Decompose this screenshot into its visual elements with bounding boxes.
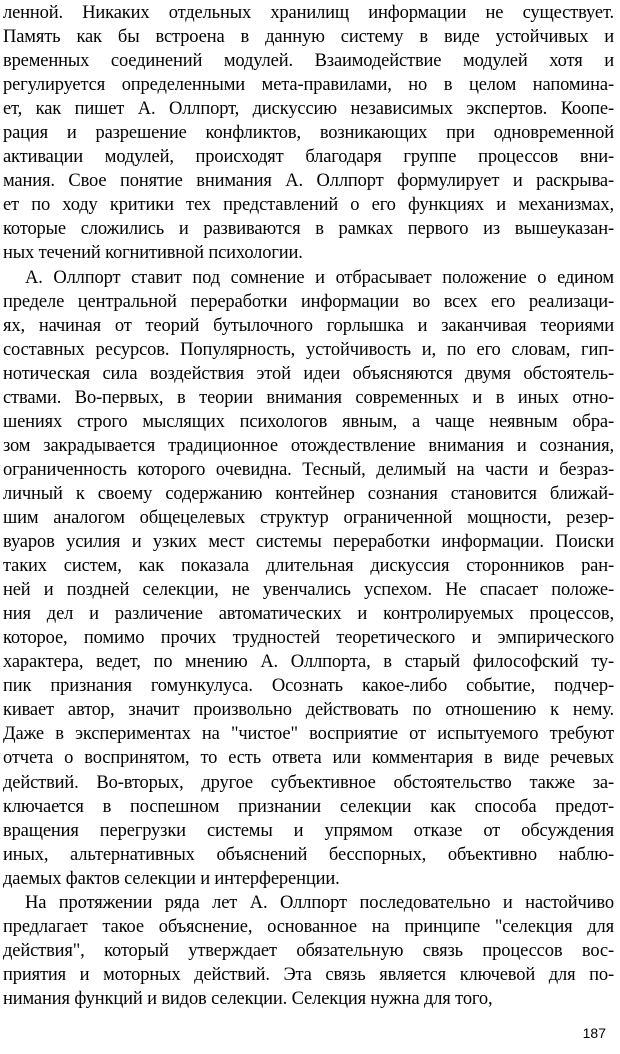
text-line: временных соединений модулей. Взаимодействие модулей хотя и [3, 51, 614, 72]
text-line: ствами. Во-первых, в теории внимания современных и в иных отно- [3, 387, 614, 408]
text-line: ленной. Никаких отдельных хранилищ информации не существует. [3, 3, 614, 23]
text-line: Даже в экспериментах на "чистое" восприятие от испытуемого требуют [3, 724, 614, 745]
text-line: кивает автор, значит произвольно действовать по отношению к нему. [3, 700, 614, 721]
paragraph [3, 266, 614, 891]
body-text [3, 1, 614, 1011]
text-line: вуаров усилия и узких мест системы переработки информации. Поиски [3, 532, 614, 553]
text-line: шениях строго мыслящих психологов явным, а чаще неявным обра- [3, 411, 614, 432]
text-line: Память как бы встроена в данную систему в виде устойчивых и [3, 27, 614, 48]
text-line: ограниченность которого очевидна. Тесный, делимый на части и безраз- [3, 459, 614, 480]
paragraph [3, 891, 614, 1011]
text-line: На протяжении ряда лет А. Оллпорт последовательно и настойчиво [25, 892, 614, 913]
text-line: ключается в поспешном признании селекции как способа предот- [3, 796, 614, 817]
text-line: мания. Свое понятие внимания А. Оллпорт формулирует и раскрыва- [3, 171, 614, 192]
text-line: шим аналогом общецелевых структур ограниченной мощности, резер- [3, 507, 614, 528]
text-line: ет, как пишет А. Оллпорт, дискуссию независимых экспертов. Коопе- [3, 99, 614, 120]
text-line: действия", который утверждает обязательную связь процессов вос- [3, 940, 614, 961]
text-line: нотическая сила воздействия этой идеи объясняются двумя обстоятель- [3, 363, 614, 384]
text-line: даемых фактов селекции и интерференции. [3, 868, 340, 889]
text-line: ях, начиная от теорий бутылочного горлышка и заканчивая теориями [3, 315, 614, 336]
text-line: иных, альтернативных объяснений бесспорных, объективно наблю- [3, 844, 614, 865]
text-line: пределе центральной переработки информации во всех его реализаци- [3, 291, 614, 312]
paragraph [3, 1, 614, 266]
text-line: ных течений когнитивной психологии. [3, 243, 303, 264]
text-line: действий. Во-вторых, другое субъективное обстоятельство также за- [3, 772, 614, 793]
text-line: отчета о воспринятом, то есть ответа или комментария в виде речевых [3, 748, 614, 769]
text-line: приятия и моторных действий. Эта связь является ключевой для по- [3, 964, 614, 985]
text-line: ней и поздней селекции, не увенчались успехом. Не спасает положе- [3, 580, 614, 601]
text-line: нимания функций и видов селекции. Селекция нужна для того, [3, 988, 493, 1009]
text-line: таких систем, как показала длительная дискуссия сторонников ран- [3, 556, 614, 577]
text-line: вращения перегрузки системы и упрямом отказе от обсуждения [3, 820, 614, 841]
text-line: которые сложились и развиваются в рамках первого из вышеуказан- [3, 219, 614, 240]
text-line: характера, ведет, по мнению А. Оллпорта, в старый философский ту- [3, 652, 614, 673]
text-line: составных ресурсов. Популярность, устойчивость и, по его словам, гип- [3, 339, 614, 360]
text-line: зом закрадывается традиционное отождествление внимания и сознания, [3, 435, 614, 456]
text-line: ет по ходу критики тех представлений о его функциях и механизмах, [3, 195, 614, 216]
page-number: 187 [582, 1025, 606, 1041]
text-line: пик признания гомункулуса. Осознать какое-либо событие, подчер- [3, 676, 614, 697]
text-line: активации модулей, происходят благодаря группе процессов вни- [3, 147, 614, 168]
text-line: рация и разрешение конфликтов, возникающих при одновременной [3, 123, 614, 144]
text-line: регулируется определенными мета-правилами, но в целом напомина- [3, 75, 614, 96]
text-line: личный к своему содержанию контейнер сознания становится ближай- [3, 483, 614, 504]
text-line: ния дел и различение автоматических и контролируемых процессов, [3, 604, 614, 625]
text-line: А. Оллпорт ставит под сомнение и отбрасывает положение о едином [25, 267, 614, 288]
text-line: которое, помимо прочих трудностей теоретического и эмпирического [3, 628, 614, 649]
text-line: предлагает такое объяснение, основанное на принципе "селекция для [3, 916, 614, 937]
